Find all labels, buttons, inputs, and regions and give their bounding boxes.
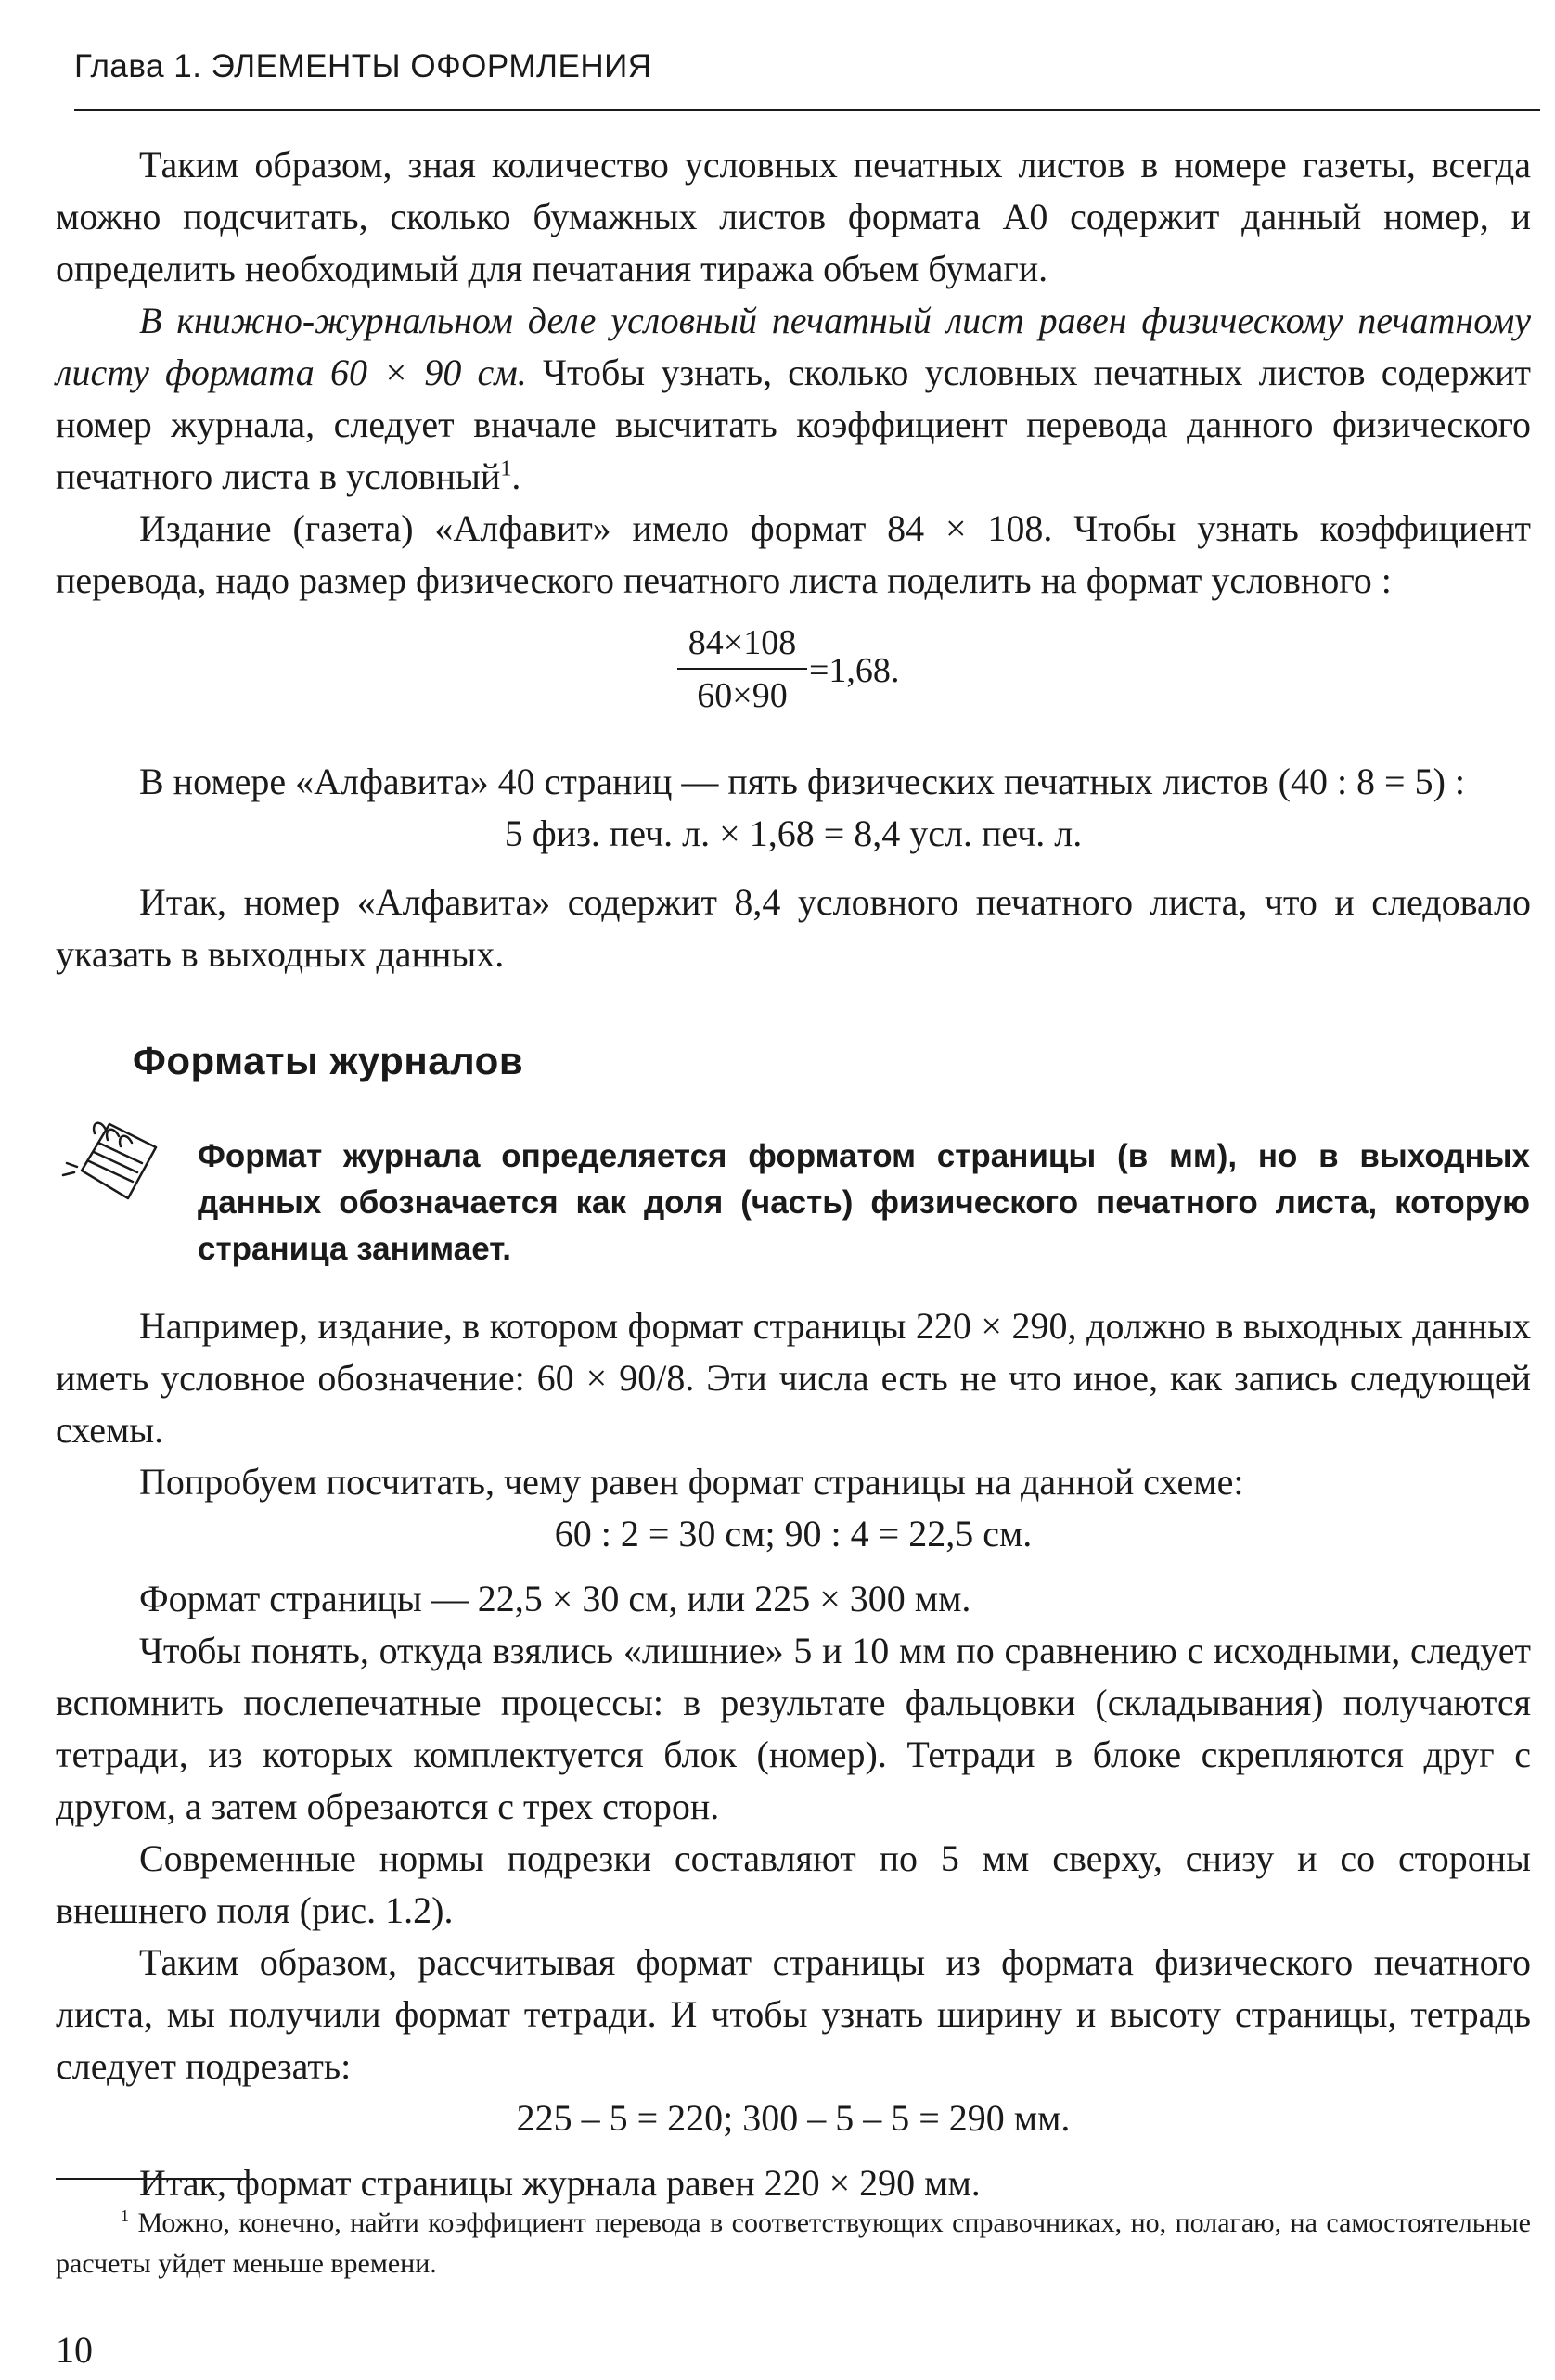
note-callout: Формат журнала определяется форматом страницы (в мм), но в выходных данных обозначается как доля (часть) физического печатного листа, которую страница занимает.	[198, 1138, 1530, 1267]
text-block-1	[56, 139, 1531, 607]
paragraph-4: В номере «Алфавита» 40 страниц — пять физических печатных листов (40 : 8 = 5) :	[139, 761, 1466, 802]
paragraph-6: Например, издание, в котором формат страницы 220 × 290, должно в выходных данных иметь условное обозначение: 60 × 90/8. Эти числа есть не что иное, как запись следующей схемы.	[56, 1305, 1531, 1451]
running-header	[74, 48, 1540, 111]
paragraph-2	[56, 295, 1531, 503]
fraction-numerator: 84×108	[677, 621, 807, 670]
paragraph-7: Попробуем посчитать, чему равен формат страницы на данной схеме:	[139, 1461, 1244, 1503]
paragraph-1: Таким образом, зная количество условных печатных листов в номере газеты, всегда можно подсчитать, сколько бумажных листов формата А0 содержит данный номер, и определить необходимый для печатания тиража объем бумаги.	[56, 144, 1531, 289]
italic-definition: В книжно-журнальном деле условный печатный лист равен физическому печатному листу формата 60 × 90 см.	[56, 300, 1531, 393]
paragraph-9: Чтобы понять, откуда взялись «лишние» 5 и 10 мм по сравнению с исходными, следует вспомнить послепечатные процессы: в результате фальцовки (складывания) получаются тетради, из которых комплектуется блок (номер). Тетради в блоке скрепляются друг с другом, а затем обрезаются с трех сторон.	[56, 1630, 1531, 1827]
footnote-divider	[56, 2178, 249, 2180]
footnote-ref: 1	[500, 456, 512, 481]
page-number: 10	[56, 2329, 93, 2371]
paragraph-2-end: .	[511, 455, 521, 497]
paragraph-10: Современные нормы подрезки составляют по 5 мм сверху, снизу и со стороны внешнего поля (рис. 1.2).	[56, 1837, 1531, 1931]
fraction	[677, 621, 807, 718]
section-heading: Форматы журналов	[133, 1039, 524, 1082]
footnote-text: Можно, конечно, найти коэффициент перевода в соответствующих справочниках, но, полагаю, на самостоятельные расчеты уйдет меньше времени.	[56, 2207, 1531, 2279]
paragraph-5: Итак, номер «Алфавита» содержит 8,4 условного печатного листа, что и следовало указать в выходных данных.	[56, 881, 1531, 975]
formula-result	[809, 649, 899, 692]
calculation-2: 60 : 2 = 30 см; 90 : 4 = 22,5 см.	[554, 1513, 1033, 1555]
note-pad-icon	[54, 1106, 165, 1208]
formula-period: .	[890, 651, 900, 690]
formula-result-value: =1,68	[809, 651, 891, 690]
footnote-mark: 1	[121, 2207, 129, 2225]
footnote	[56, 2203, 1531, 2284]
paragraph-2-text: Чтобы узнать, сколько условных печатных листов содержит номер журнала, следует вначале высчитать коэффициент перевода данного физического печатного листа в условный	[56, 352, 1531, 497]
calculation-3: 225 – 5 = 220; 300 – 5 – 5 = 290 мм.	[516, 2097, 1071, 2139]
paragraph-11: Таким образом, рассчитывая формат страницы из формата физического печатного листа, мы получили формат тетради. И чтобы узнать ширину и высоту страницы, тетрадь следует подрезать:	[56, 1941, 1531, 2087]
coefficient-formula	[677, 621, 956, 733]
paragraph-8: Формат страницы — 22,5 × 30 см, или 225 × 300 мм.	[139, 1578, 971, 1619]
paragraph-3: Издание (газета) «Алфавит» имело формат 84 × 108. Чтобы узнать коэффициент перевода, надо размер физического печатного листа поделить на формат условного :	[56, 507, 1531, 601]
fraction-denominator: 60×90	[697, 676, 788, 715]
paragraph-12: Итак, формат страницы журнала равен 220 × 290 мм.	[139, 2162, 981, 2204]
chapter-title: Глава 1. ЭЛЕМЕНТЫ ОФОРМЛЕНИЯ	[74, 48, 652, 84]
calculation-1: 5 физ. печ. л. × 1,68 = 8,4 усл. печ. л.	[504, 813, 1083, 854]
text-block-3	[56, 1300, 1531, 2209]
text-block-2	[56, 756, 1531, 980]
